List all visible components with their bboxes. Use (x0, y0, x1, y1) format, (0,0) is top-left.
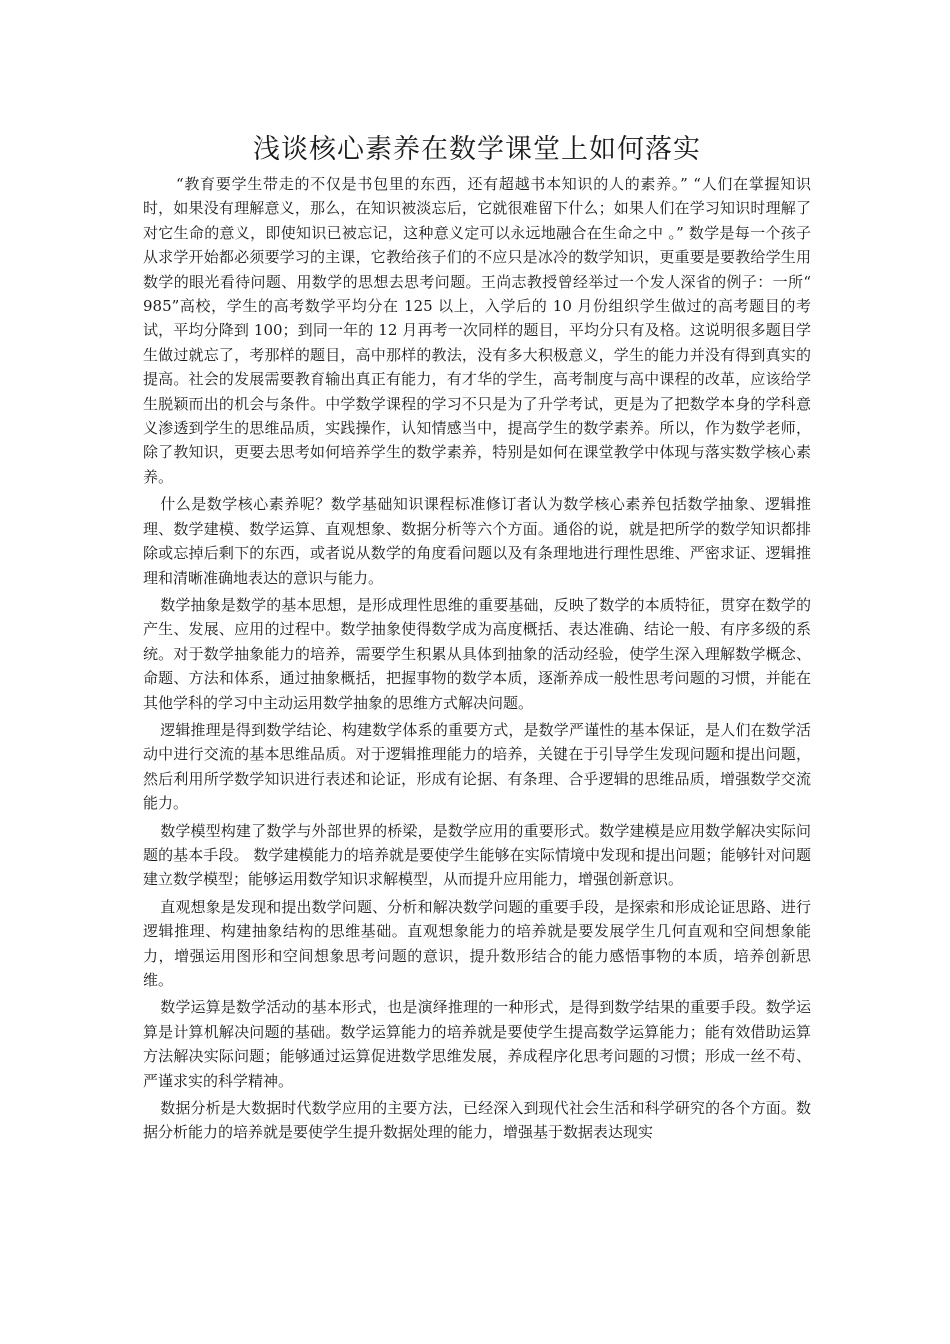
paragraph-math-abstraction: 数学抽象是数学的基本思想，是形成理性思维的重要基础，反映了数学的本质特征，贯穿在数学的产生、发展、应用的过程中。数学抽象使得数学成为高度概括、表达准确、结论一般、有序多级的系统。对于数学抽象能力的培养，需要学生积累从具体到抽象的活动经验，使学生深入理解数学概念、命题、方法和体系，通过抽象概括，把握事物的数学本质，逐渐养成一般性思考问题的习惯，并能在其他学科的学习中主动运用数学抽象的思维方式解决问题。 (143, 595, 811, 712)
paragraph-intro: “教育要学生带走的不仅是书包里的东西，还有超越书本知识的人的素养。” “人们在掌握知识时，如果没有理解意义，那么，在知识被淡忘后，它就很难留下什么；如果人们在学习知识时理解了对它生命的意义，即使知识已被忘记，这种意义定可以永远地融合在生命之中 。” 数学是每一个孩子从求学开始都必须要学习的主课，它教给孩子们的不应只是冰冷的数学知识，更重要是要教给学生用数学的眼光看待问题、用数学的思想去思考问题。王尚志教授曾经举过一个发人深省的例子：一所“ 985”高校，学生的高考数学平均分在 125 以上，入学后的 10 月份组织学生做过的高考题目的考试，平均分降到 100；到同一年的 12 月再考一次同样的题目，平均分只有及格。这说明很多题目学生做过就忘了，考那样的题目，高中那样的教法，没有多大积极意义，学生的能力并没有得到真实的提高。社会的发展需要教育输出真正有能力，有才华的学生，高考制度与高中课程的改革，应该给学生脱颖而出的机会与条件。中学数学课程的学习不只是为了升学考试，更是为了把数学本身的学科意义渗透到学生的思维品质，实践操作，认知情感当中，提高学生的数学素养。所以，作为数学老师，除了教知识，更要去思考如何培养学生的数学素养，特别是如何在课堂教学中体现与落实数学核心素养。 (143, 175, 811, 486)
document-title: 浅谈核心素养在数学课堂上如何落实 (253, 134, 701, 165)
paragraph-data-analysis: 数据分析是大数据时代数学应用的主要方法，已经深入到现代社会生活和科学研究的各个方面。数据分析能力的培养就是要使学生提升数据处理的能力，增强基于数据表达现实 (143, 1099, 811, 1142)
paragraph-logical-reasoning: 逻辑推理是得到数学结论、构建数学体系的重要方式，是数学严谨性的基本保证，是人们在数学活动中进行交流的基本思维品质。对于逻辑推理能力的培养，关键在于引导学生发现问题和提出问题，然后利用所学数学知识进行表述和论证，形成有论据、有条理、合乎逻辑的思维品质，增强数学交流能力。 (143, 720, 811, 813)
paragraph-intuitive-imagination: 直观想象是发现和提出数学问题、分析和解决数学问题的重要手段，是探索和形成论证思路、进行逻辑推理、构建抽象结构的思维基础。直观想象能力的培养就是要发展学生几何直观和空间想象能力，增强运用图形和空间想象思考问题的意识，提升数形结合的能力感悟事物的本质，培养创新思维。 (143, 897, 811, 989)
paragraph-math-operation: 数学运算是数学活动的基本形式，也是演绎推理的一种形式，是得到数学结果的重要手段。数学运算是计算机解决问题的基础。数学运算能力的培养就是要使学生提高数学运算能力；能有效借助运算方法解决实际问题；能够通过运算促进数学思维发展，养成程序化思考问题的习惯；形成一丝不苟、严谨求实的科学精神。 (143, 998, 811, 1090)
paragraph-core-literacy: 什么是数学核心素养呢？数学基础知识课程标准修订者认为数学核心素养包括数学抽象、逻辑推理、数学建模、数学运算、直观想象、数据分析等六个方面。通俗的说，就是把所学的数学知识都排除或忘掉后剩下的东西，或者说从数学的角度看问题以及有条理地进行理性思维、严密求证、逻辑推理和清晰准确地表达的意识与能力。 (143, 495, 811, 587)
paragraph-math-modeling: 数学模型构建了数学与外部世界的桥梁，是数学应用的重要形式。数学建模是应用数学解决实际问题的基本手段。 数学建模能力的培养就是要使学生能够在实际情境中发现和提出问题；能够针对问题建立数学模型；能够运用数学知识求解模型，从而提升应用能力，增强创新意识。 (143, 821, 811, 889)
document-page (143, 130, 811, 1148)
